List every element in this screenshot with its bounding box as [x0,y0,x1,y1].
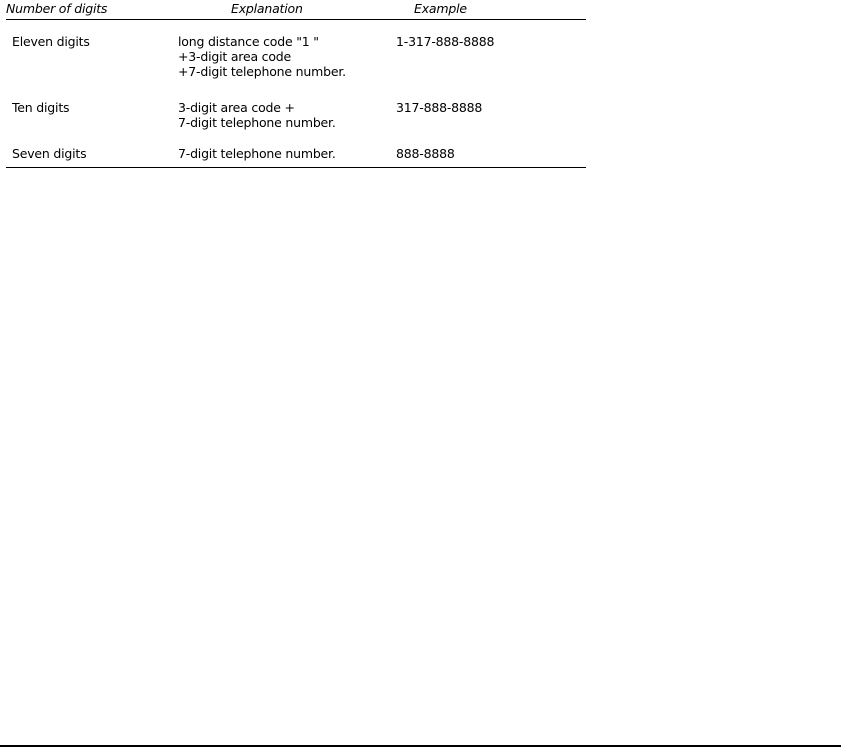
table-header-row [6,0,586,20]
row-example: 1-317-888-8888 [396,34,495,49]
row-label: Eleven digits [12,34,90,49]
explanation-line: 7-digit telephone number. [178,146,336,161]
explanation-line: +7-digit telephone number. [178,64,346,79]
table-row [6,96,586,140]
page-bottom-rule [0,745,841,747]
header-example: Example [414,1,467,16]
phone-number-format-table [6,0,586,168]
header-number-of-digits: Number of digits [6,1,108,16]
explanation-line: 3-digit area code + [178,100,295,115]
row-explanation [178,146,336,161]
row-explanation [178,34,346,79]
row-example: 888-8888 [396,146,455,161]
row-example: 317-888-8888 [396,100,483,115]
row-label: Ten digits [12,100,70,115]
explanation-line: +3-digit area code [178,49,292,64]
table-row [6,20,586,96]
explanation-line: 7-digit telephone number. [178,115,336,130]
header-explanation: Explanation [231,1,303,16]
table-row [6,140,586,168]
row-label: Seven digits [12,146,87,161]
row-explanation [178,100,336,130]
explanation-line: long distance code "1 " [178,34,319,49]
